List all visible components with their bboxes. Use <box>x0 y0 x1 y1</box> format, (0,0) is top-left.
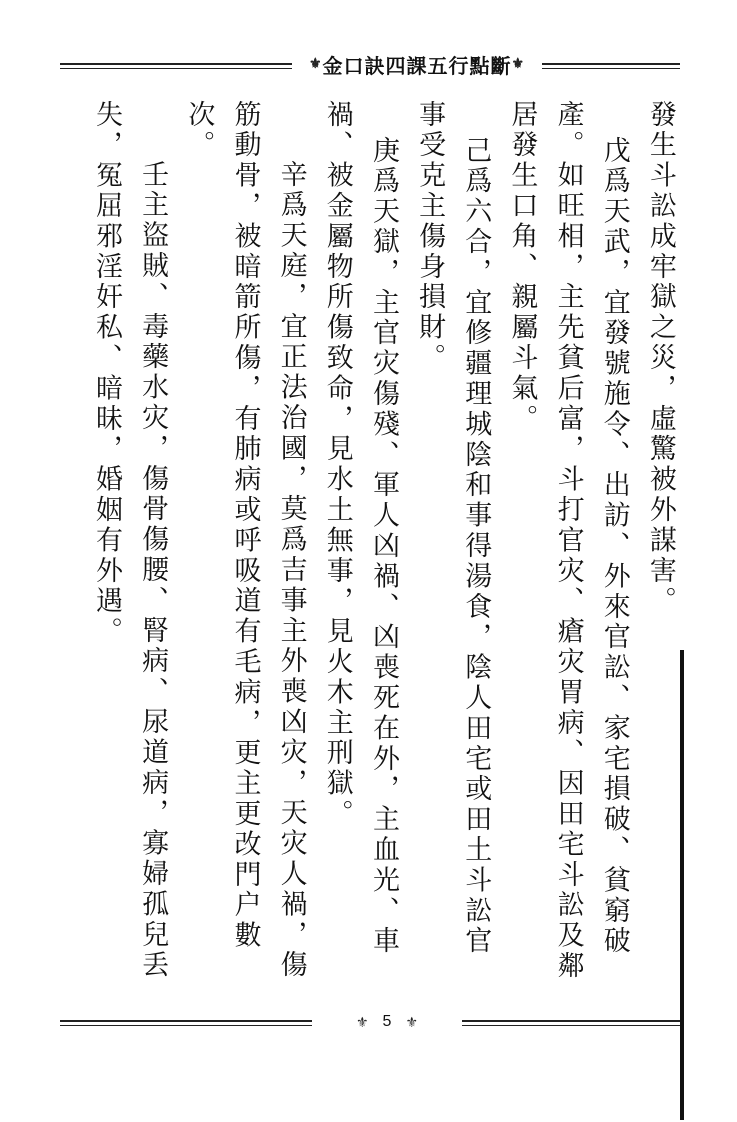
page-number: 5 <box>382 1013 392 1030</box>
header-rule-right <box>542 63 680 65</box>
ornament-icon: ⚜ <box>308 56 323 72</box>
text-column: 庚爲天獄，主官灾傷殘、軍人凶禍、凶喪死在外，主血光、車 <box>367 136 399 957</box>
text-column: 筋動骨，被暗箭所傷，有肺病或呼吸道有毛病，更主更改門户數 <box>229 100 261 952</box>
header-rule-right-thin <box>542 68 680 69</box>
scan-margin-bar <box>680 650 684 1120</box>
text-column: 居發生口角、親屬斗氣。 <box>506 100 538 435</box>
text-column: 產。如旺相，主先貧后富，斗打官灾、瘡灾胃病、因田宅斗訟及鄰 <box>552 100 584 982</box>
footer-rule-left-thin <box>60 1025 312 1026</box>
text-column: 壬主盜賊、毒藥水灾，傷骨傷腰、腎病、尿道病，寡婦孤兒丢 <box>137 160 169 981</box>
text-column: 己爲六合，宜修疆理城陰和事得湯食，陰人田宅或田土斗訟官 <box>460 136 492 957</box>
footer-rule-right-thin <box>462 1025 680 1026</box>
text-column: 事受克主傷身損財。 <box>414 100 446 374</box>
footer-rule-right <box>462 1020 680 1022</box>
text-column: 發生斗訟成牢獄之災，虛驚被外謀害。 <box>644 100 676 617</box>
text-column: 失，冤屈邪淫奸私、暗昧，婚姻有外遇。 <box>91 100 122 648</box>
page-header <box>60 46 680 82</box>
running-head <box>292 46 542 82</box>
ornament-icon: ⚜ <box>355 1013 369 1030</box>
page-footer <box>60 1010 680 1034</box>
text-column: 禍、被金屬物所傷致命，見水土無事，見火木主刑獄。 <box>321 100 353 830</box>
header-rule-left <box>60 63 292 65</box>
header-rule-left-thin <box>60 68 292 69</box>
ornament-icon: ⚜ <box>511 56 526 72</box>
footer-rule-left <box>60 1020 312 1022</box>
text-column: 次。 <box>183 100 215 161</box>
ornament-icon: ⚜ <box>405 1013 419 1030</box>
text-column: 辛爲天庭，宜正法治國，莫爲吉事主外喪凶灾，天灾人禍，傷 <box>275 160 307 981</box>
running-head-title: 金口訣四課五行點斷 <box>322 53 512 78</box>
vertical-text-body <box>88 100 678 1000</box>
page-number-block <box>312 1010 462 1034</box>
text-column: 戊爲天武，宜發號施令、出訪、外來官訟、家宅損破、貧窮破 <box>598 136 630 957</box>
